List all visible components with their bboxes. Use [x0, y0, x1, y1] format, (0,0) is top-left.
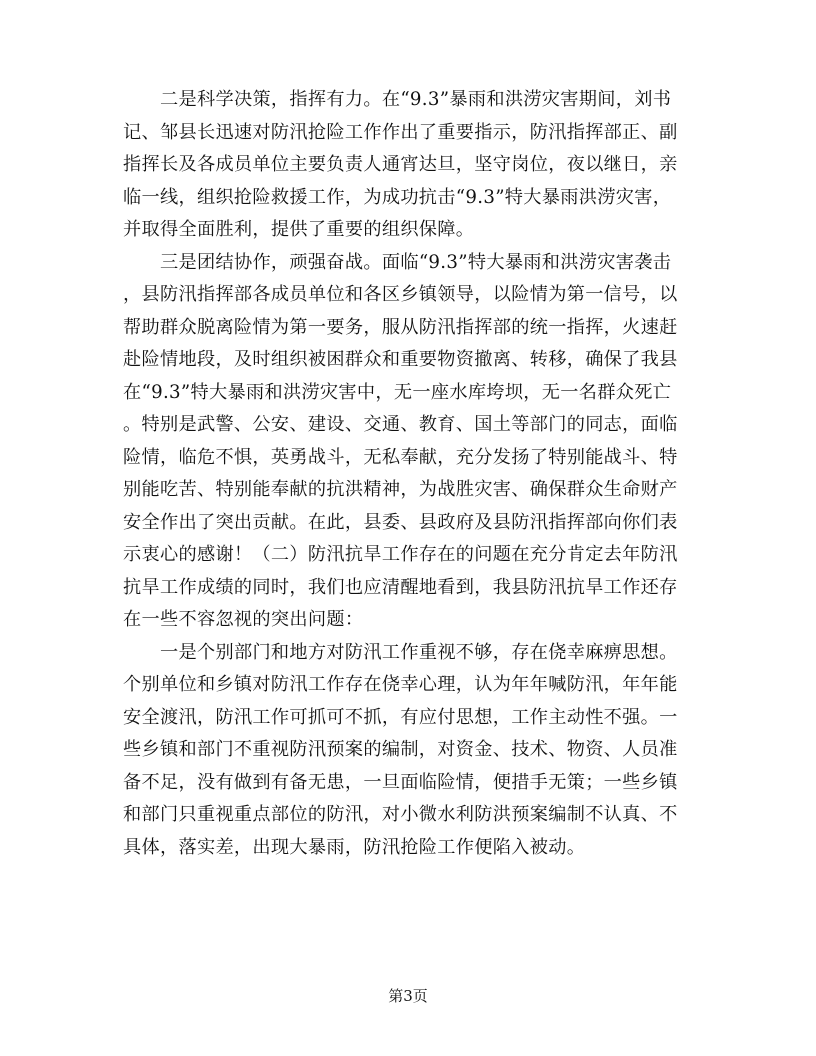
text-line: 安全渡汛，防汛工作可抓可不抓，有应付思想，工作主动性不强。一: [123, 706, 678, 728]
text-line: 在一些不容忽视的突出问题：: [123, 609, 364, 630]
text-line: 帮助群众脱离险情为第一要务，服从防汛指挥部的统一指挥，火速赶: [123, 316, 678, 338]
text-line: 。特别是武警、公安、建设、交通、教育、国土等部门的同志，面临: [123, 414, 678, 435]
text-line: 和部门只重视重点部位的防汛，对小微水利防洪预案编制不认真、不: [123, 804, 678, 825]
text-line: 些乡镇和部门不重视防汛预案的编制，对资金、技术、物资、人员准: [123, 739, 678, 760]
text-line: 二是科学决策，指挥有力。在“9.3”暴雨和洪涝灾害期间，刘书: [160, 89, 672, 110]
text-line: 险情，临危不惧，英勇战斗，无私奉献，充分发扬了特别能战斗、特: [123, 446, 678, 468]
text-line: 三是团结协作，顽强奋战。面临“9.3”特大暴雨和洪涝灾害袭击: [160, 251, 672, 273]
paragraph-3-cooperation: [123, 247, 693, 637]
text-line: ，县防汛指挥部各成员单位和各区乡镇领导，以险情为第一信号，以: [123, 284, 678, 305]
text-line: 一是个别部门和地方对防汛工作重视不够，存在侥幸麻痹思想。: [160, 641, 678, 663]
text-line: 个别单位和乡镇对防汛工作存在侥幸心理，认为年年喊防汛，年年能: [123, 674, 678, 695]
document-body: [123, 84, 693, 864]
text-line: 抗旱工作成绩的同时，我们也应清醒地看到，我县防汛抗旱工作还存: [123, 576, 678, 598]
text-line: 在“9.3”特大暴雨和洪涝灾害中，无一座水库垮坝，无一名群众死亡: [123, 381, 672, 403]
paragraph-2-decision: [123, 84, 693, 247]
page-number: 第3页: [388, 987, 428, 1005]
text-line: 安全作出了突出贡献。在此，县委、县政府及县防汛指挥部向你们表: [123, 511, 678, 533]
text-line: 赴险情地段，及时组织被困群众和重要物资撤离、转移，确保了我县: [123, 349, 678, 370]
text-line: 并取得全面胜利，提供了重要的组织保障。: [123, 219, 475, 240]
text-line: 指挥长及各成员单位主要负责人通宵达旦，坚守岗位，夜以继日，亲: [123, 154, 678, 175]
text-line: 具体，落实差，出现大暴雨，防汛抢险工作便陷入被动。: [123, 836, 586, 858]
text-line: 备不足，没有做到有备无患，一旦面临险情，便措手无策；一些乡镇: [123, 771, 678, 793]
text-line: 记、邹县长迅速对防汛抢险工作作出了重要指示，防汛指挥部正、副: [123, 121, 678, 143]
paragraph-problem-1: [123, 637, 693, 865]
text-line: 临一线，组织抢险救援工作，为成功抗击“9.3”特大暴雨洪涝灾害，: [123, 186, 672, 208]
text-line: 示衷心的感谢！（二）防汛抗旱工作存在的问题在充分肯定去年防汛: [123, 544, 678, 565]
text-line: 别能吃苦、特别能奉献的抗洪精神，为战胜灾害、确保群众生命财产: [123, 479, 678, 500]
